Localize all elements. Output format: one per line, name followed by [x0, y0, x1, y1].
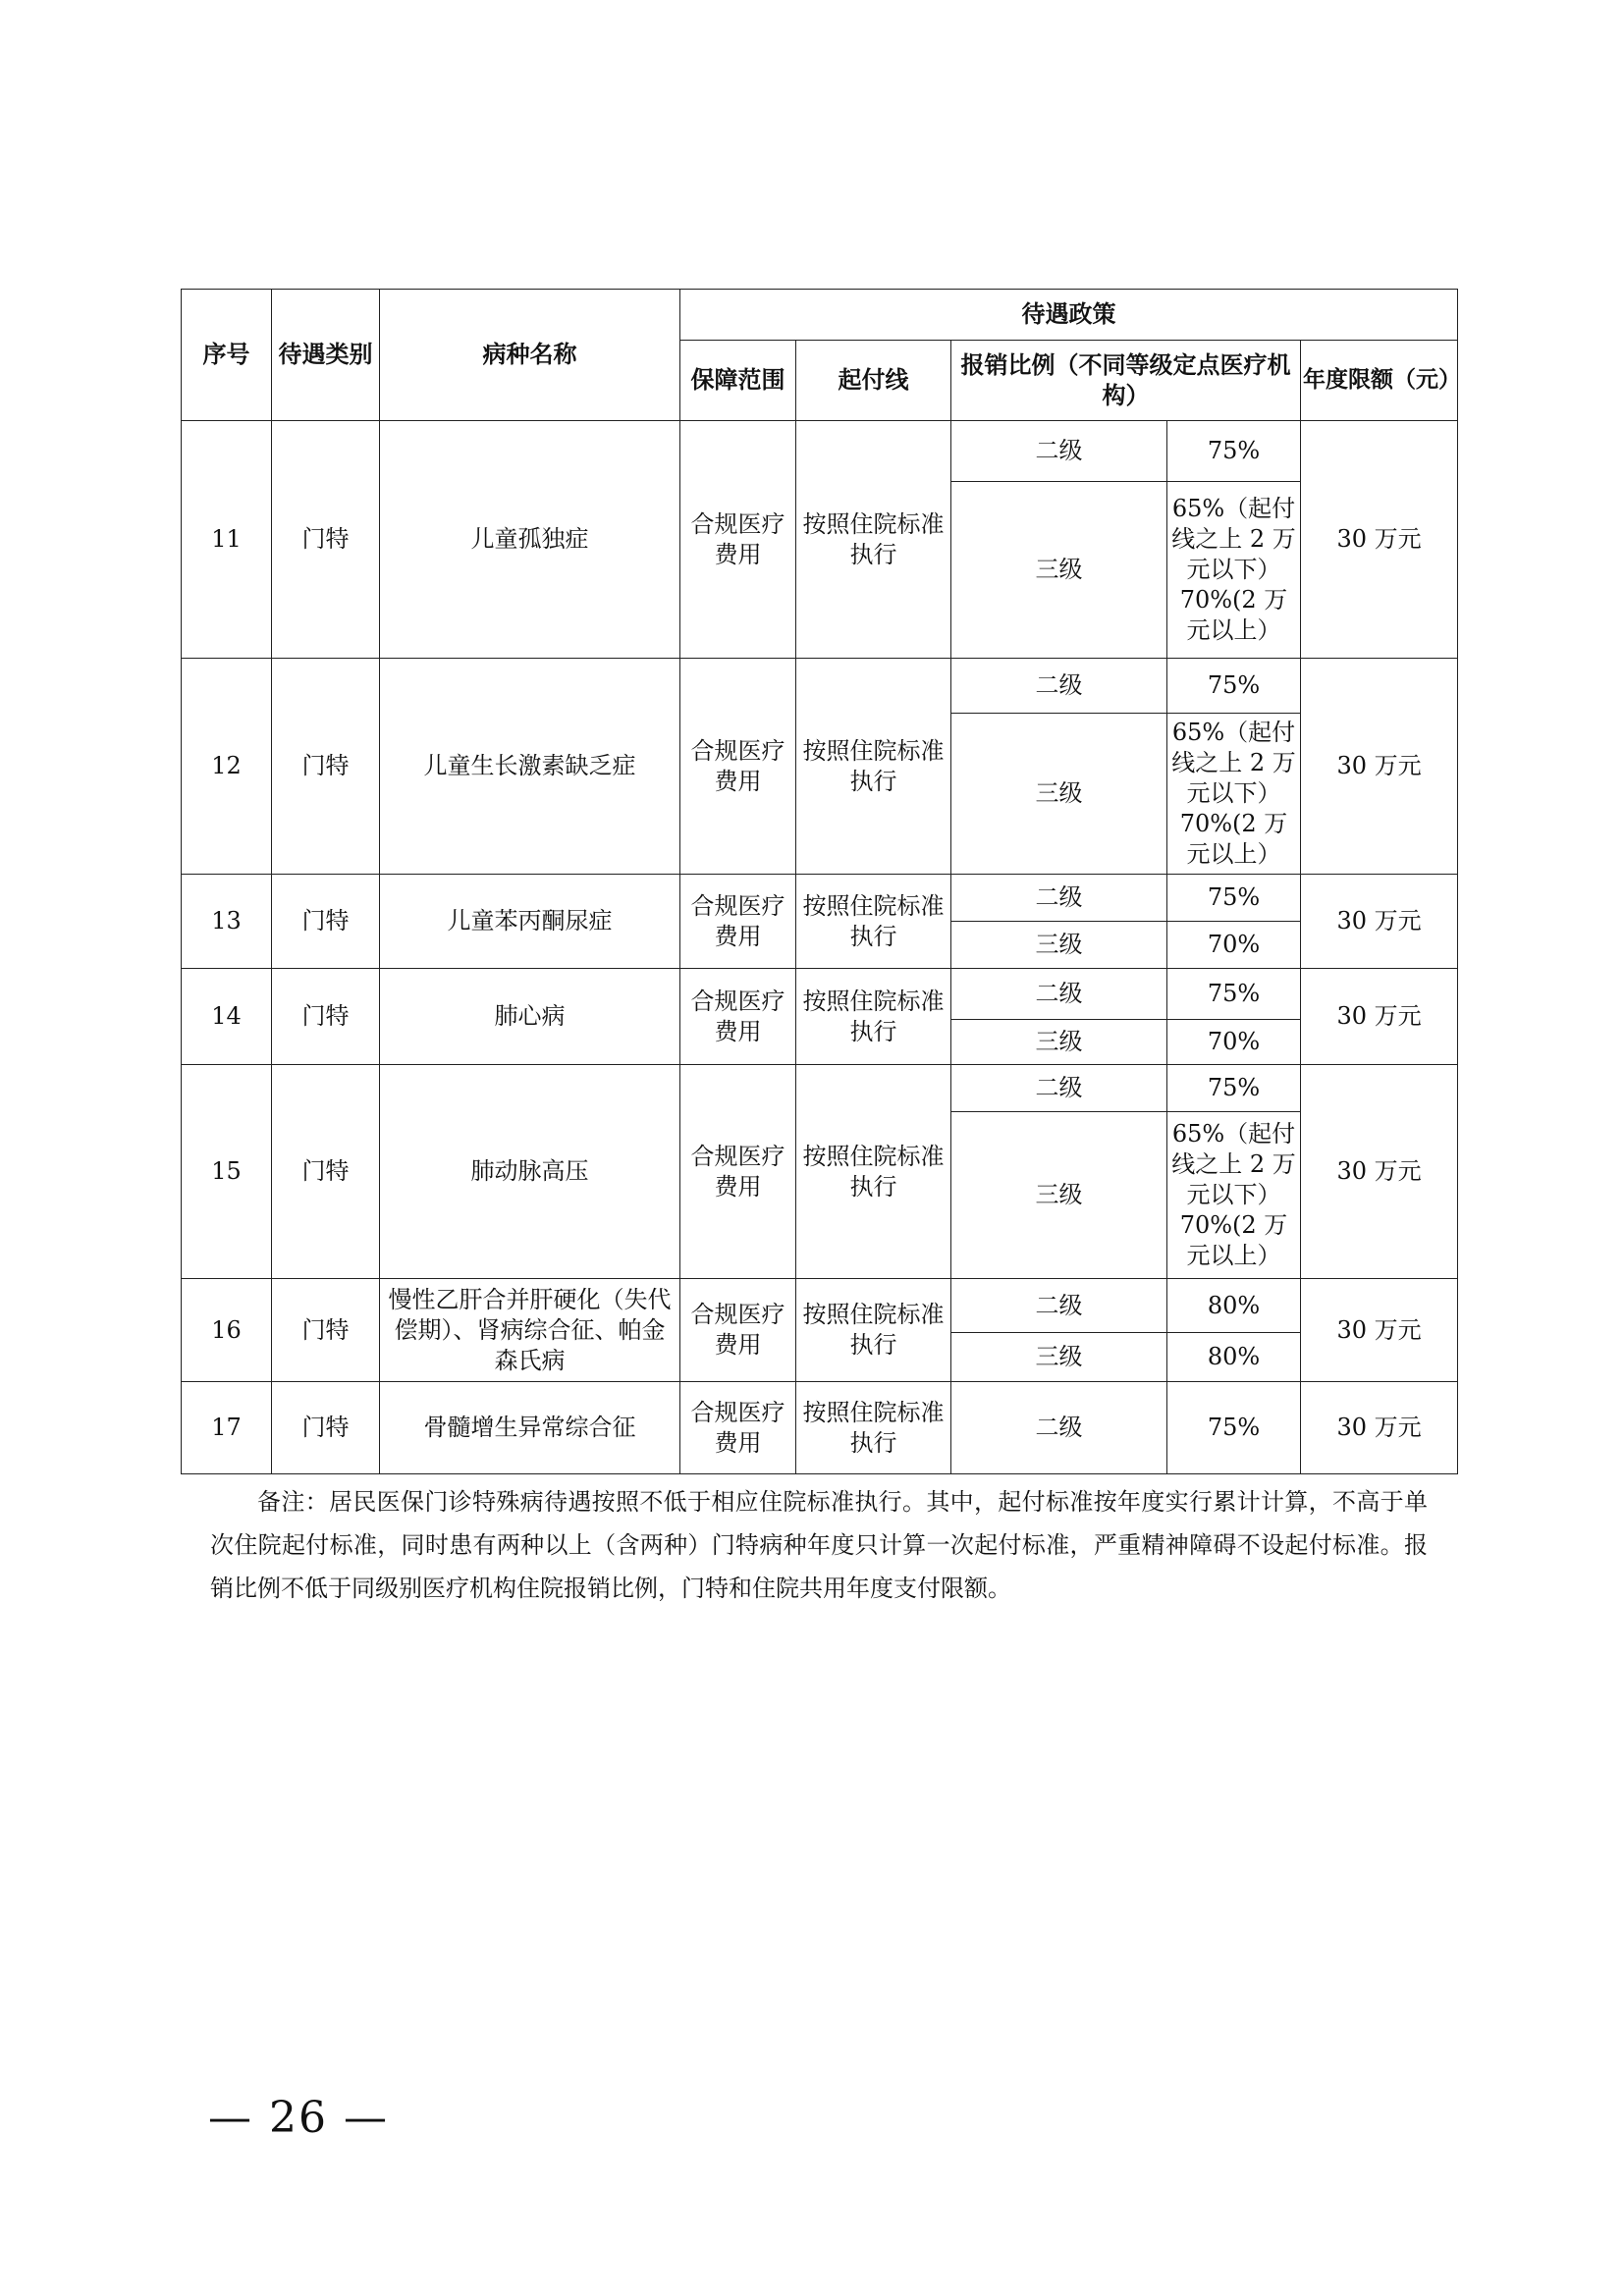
scope-cell: 合规医疗费用: [680, 1382, 796, 1474]
ratio-cell: 80%: [1167, 1333, 1301, 1382]
category-cell: 门特: [272, 969, 380, 1065]
disease-cell: 慢性乙肝合并肝硬化（失代偿期）、肾病综合征、帕金森氏病: [380, 1279, 680, 1382]
category-cell: 门特: [272, 1279, 380, 1382]
scope-cell: 合规医疗费用: [680, 1065, 796, 1279]
header-scope: 保障范围: [680, 341, 796, 421]
disease-cell: 骨髓增生异常综合征: [380, 1382, 680, 1474]
limit-cell: 30 万元: [1301, 875, 1458, 969]
page-number: — 26 —: [208, 2093, 389, 2143]
header-seq: 序号: [182, 290, 272, 421]
scope-cell: 合规医疗费用: [680, 875, 796, 969]
category-cell: 门特: [272, 1065, 380, 1279]
limit-cell: 30 万元: [1301, 421, 1458, 659]
level-cell: 三级: [951, 482, 1167, 659]
table-row: [182, 659, 1458, 714]
seq-cell: 16: [182, 1279, 272, 1382]
level-cell: 二级: [951, 659, 1167, 714]
ratio-cell: 65%（起付线之上 2 万元以下）70%(2 万元以上）: [1167, 1112, 1301, 1279]
seq-cell: 17: [182, 1382, 272, 1474]
disease-cell: 儿童生长激素缺乏症: [380, 659, 680, 875]
seq-cell: 12: [182, 659, 272, 875]
deductible-cell: 按照住院标准执行: [796, 875, 951, 969]
category-cell: 门特: [272, 875, 380, 969]
deductible-cell: 按照住院标准执行: [796, 421, 951, 659]
scope-cell: 合规医疗费用: [680, 421, 796, 659]
ratio-cell: 75%: [1167, 875, 1301, 922]
header-category: 待遇类别: [272, 290, 380, 421]
level-cell: 二级: [951, 969, 1167, 1020]
header-deductible: 起付线: [796, 341, 951, 421]
level-cell: 三级: [951, 1333, 1167, 1382]
level-cell: 三级: [951, 714, 1167, 875]
disease-cell: 儿童苯丙酮尿症: [380, 875, 680, 969]
table-row: [182, 421, 1458, 482]
category-cell: 门特: [272, 1382, 380, 1474]
header-ratio: 报销比例（不同等级定点医疗机构）: [951, 341, 1301, 421]
scope-cell: 合规医疗费用: [680, 969, 796, 1065]
ratio-cell: 75%: [1167, 421, 1301, 482]
limit-cell: 30 万元: [1301, 1065, 1458, 1279]
deductible-cell: 按照住院标准执行: [796, 1279, 951, 1382]
limit-cell: 30 万元: [1301, 969, 1458, 1065]
deductible-cell: 按照住院标准执行: [796, 659, 951, 875]
level-cell: 二级: [951, 1279, 1167, 1333]
level-cell: 三级: [951, 1112, 1167, 1279]
seq-cell: 13: [182, 875, 272, 969]
category-cell: 门特: [272, 421, 380, 659]
table-row: [182, 969, 1458, 1020]
level-cell: 二级: [951, 875, 1167, 922]
level-cell: 二级: [951, 1382, 1167, 1474]
ratio-cell: 70%: [1167, 922, 1301, 969]
ratio-cell: 75%: [1167, 1382, 1301, 1474]
category-cell: 门特: [272, 659, 380, 875]
limit-cell: 30 万元: [1301, 1382, 1458, 1474]
ratio-cell: 75%: [1167, 1065, 1301, 1112]
ratio-cell: 75%: [1167, 659, 1301, 714]
seq-cell: 14: [182, 969, 272, 1065]
ratio-cell: 65%（起付线之上 2 万元以下）70%(2 万元以上）: [1167, 714, 1301, 875]
level-cell: 三级: [951, 1020, 1167, 1065]
seq-cell: 15: [182, 1065, 272, 1279]
deductible-cell: 按照住院标准执行: [796, 969, 951, 1065]
scope-cell: 合规医疗费用: [680, 659, 796, 875]
level-cell: 三级: [951, 922, 1167, 969]
seq-cell: 11: [182, 421, 272, 659]
ratio-cell: 70%: [1167, 1020, 1301, 1065]
header-limit: 年度限额（元）: [1301, 341, 1458, 421]
header-policy: 待遇政策: [680, 290, 1458, 341]
level-cell: 二级: [951, 1065, 1167, 1112]
ratio-cell: 75%: [1167, 969, 1301, 1020]
level-cell: 二级: [951, 421, 1167, 482]
deductible-cell: 按照住院标准执行: [796, 1382, 951, 1474]
ratio-cell: 65%（起付线之上 2 万元以下）70%(2 万元以上）: [1167, 482, 1301, 659]
table-row: [182, 1065, 1458, 1112]
header-disease: 病种名称: [380, 290, 680, 421]
limit-cell: 30 万元: [1301, 659, 1458, 875]
table-row: [182, 875, 1458, 922]
ratio-cell: 80%: [1167, 1279, 1301, 1333]
limit-cell: 30 万元: [1301, 1279, 1458, 1382]
policy-table: [181, 289, 1461, 1474]
disease-cell: 肺动脉高压: [380, 1065, 680, 1279]
table-row: [182, 1382, 1458, 1474]
scope-cell: 合规医疗费用: [680, 1279, 796, 1382]
deductible-cell: 按照住院标准执行: [796, 1065, 951, 1279]
table-row: [182, 1279, 1458, 1333]
table-note: 备注：居民医保门诊特殊病待遇按照不低于相应住院标准执行。其中，起付标准按年度实行累计计算，不高于单次住院起付标准，同时患有两种以上（含两种）门特病种年度只计算一次起付标准，严重精神障碍不设起付标准。报销比例不低于同级别医疗机构住院报销比例，门特和住院共用年度支付限额。: [210, 1488, 1428, 1602]
disease-cell: 肺心病: [380, 969, 680, 1065]
disease-cell: 儿童孤独症: [380, 421, 680, 659]
